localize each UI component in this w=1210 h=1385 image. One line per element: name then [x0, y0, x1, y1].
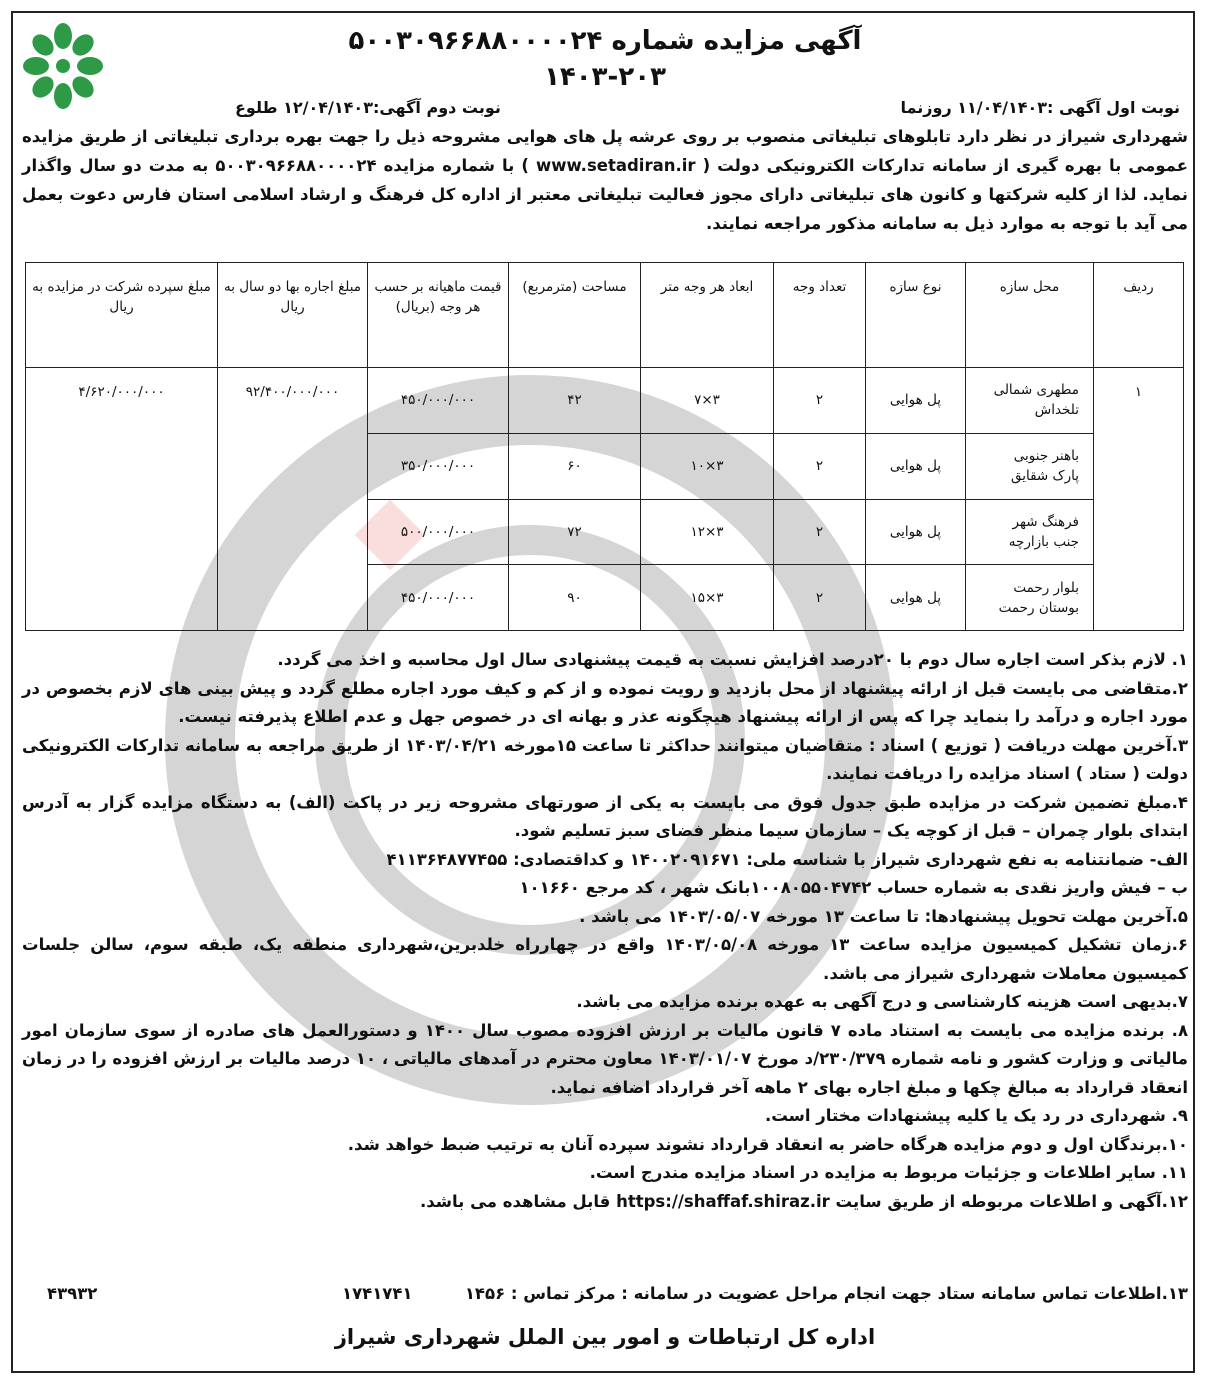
condition-item: ۱. لازم بذکر است اجاره سال دوم با ۲۰درصد افزایش نسبت به قیمت پیشنهادی سال اول محاسبه و اخذ می گردد.	[277, 650, 1188, 669]
type-cell: پل هوایی	[866, 499, 966, 565]
notice-code: ۴۳۹۳۲	[47, 1284, 98, 1303]
condition-item: ب – فیش واریز نقدی به شماره حساب ۱۰۰۸۰۵۵۰۴۷۴۲بانک شهر ، کد مرجع ۱۰۱۶۶۰	[519, 878, 1188, 897]
monthly-price-cell: ۴۵۰/۰۰۰/۰۰۰	[368, 368, 509, 434]
contact-phone: ۱۷۴۱۷۴۱	[342, 1284, 413, 1303]
condition-item: ۲.متقاضی می بایست قبل از ارائه پیشنهاد از محل بازدید و رویت نموده و از کم و کیف مورد اجاره مطلع گردد و پیش بینی های لازم بخصوص در مورد اجاره و درآمد را بنماید چرا که پس از ارائه پیشنهاد هیچگونه عذر و بهانه ای در خصوص جهل و عدم اطلاع پذیرفته نیست.	[22, 678, 1188, 726]
area-cell: ۶۰	[509, 433, 641, 499]
area-cell: ۷۲	[509, 499, 641, 565]
dimensions-cell: ۳×۱۰	[641, 433, 774, 499]
issuer-signature: اداره کل ارتباطات و امور بین الملل شهرداری شیراز	[334, 1325, 876, 1349]
location-line1: مطهری شمالی	[993, 382, 1079, 399]
type-cell: پل هوایی	[866, 565, 966, 631]
location-line2: تلخداش	[1034, 402, 1079, 419]
header-location: محل سازه	[966, 263, 1094, 368]
type-cell: پل هوایی	[866, 368, 966, 434]
billboard-table	[25, 262, 1184, 631]
header-deposit: مبلغ سپرده شرکت در مزایده به ریال	[26, 263, 218, 368]
second-notice-date: نوبت دوم آگهی:۱۲/۰۴/۱۴۰۳ طلوع	[235, 98, 501, 117]
header-dimensions: ابعاد هر وجه متر	[641, 263, 774, 368]
condition-item: ۶.زمان تشکیل کمیسیون مزایده ساعت ۱۳ مورخه ۱۴۰۳/۰۵/۰۸ واقع در چهارراه خلدبرین،شهرداری منطقه یک، طبقه سوم، سالن جلسات کمیسیون معاملات شهرداری شیراز می باشد.	[22, 935, 1188, 983]
first-notice-date: نوبت اول آگهی :۱۱/۰۴/۱۴۰۳ روزنما	[900, 98, 1180, 117]
header-rent-two-years: مبلغ اجاره بها دو سال به ریال	[218, 263, 368, 368]
table-row	[26, 368, 1184, 434]
contact-info: ۱۳.اطلاعات تماس سامانه ستاد جهت انجام مراحل عضویت در سامانه : مرکز تماس : ۱۴۵۶	[464, 1284, 1188, 1303]
faces-cell: ۲	[774, 499, 866, 565]
condition-item: ۱۰.برندگان اول و دوم مزایده هرگاه حاضر به انعقاد قرارداد نشوند سپرده آنان به ترتیب ضبط خواهد شد.	[347, 1134, 1188, 1154]
header-row-number: ردیف	[1094, 263, 1184, 368]
dimensions-cell: ۳×۷	[641, 368, 774, 434]
auction-title: آگهی مزایده شماره ۵۰۰۳۰۹۶۶۸۸۰۰۰۰۲۴	[348, 26, 862, 56]
dimensions-cell: ۳×۱۲	[641, 499, 774, 565]
monthly-price-cell: ۴۵۰/۰۰۰/۰۰۰	[368, 565, 509, 631]
type-cell: پل هوایی	[866, 433, 966, 499]
condition-item: الف- ضمانتنامه به نفع شهرداری شیراز با شناسه ملی: ۱۴۰۰۲۰۹۱۶۷۱ و کداقتصادی: ۴۱۱۳۶۴۸۷۷۴۵۵	[386, 849, 1188, 869]
location-line2: بوستان رحمت	[998, 599, 1079, 616]
notice-dates	[30, 98, 1180, 120]
contact-row	[22, 1284, 1188, 1312]
area-cell: ۹۰	[509, 565, 641, 631]
deposit-cell: ۴/۶۲۰/۰۰۰/۰۰۰	[26, 368, 218, 631]
condition-item: ۵.آخرین مهلت تحویل پیشنهادها: تا ساعت ۱۳ مورخه ۱۴۰۳/۰۵/۰۷ می باشد .	[579, 906, 1188, 926]
table-header-row	[26, 263, 1184, 368]
area-cell: ۴۲	[509, 368, 641, 434]
condition-item: ۴.مبلغ تضمین شرکت در مزایده طبق جدول فوق می بایست به یکی از صورتهای مشروحه زیر در پاکت (الف) به دستگاه مزایده گزار به آدرس ابتدای بلوار چمران – قبل از کوچه یک – سازمان سیما منظر فضای سبز تسلیم شود.	[22, 792, 1188, 840]
monthly-price-cell: ۳۵۰/۰۰۰/۰۰۰	[368, 433, 509, 499]
monthly-price-cell: ۵۰۰/۰۰۰/۰۰۰	[368, 499, 509, 565]
condition-item: ۳.آخرین مهلت دریافت ( توزیع ) اسناد : متقاضیان میتوانند حداکثر تا ساعت ۱۵مورخه ۱۴۰۳/۰۴/۲۱ از طریق مراجعه به سامانه تدارکات الکترونیکی دولت ( ستاد ) اسناد مزایده را دریافت نمایند.	[22, 735, 1189, 783]
conditions-list	[22, 646, 1188, 1216]
location-line2: پارک شقایق	[1010, 468, 1079, 485]
header-faces: تعداد وجه	[774, 263, 866, 368]
faces-cell: ۲	[774, 433, 866, 499]
header-type: نوع سازه	[866, 263, 966, 368]
dimensions-cell: ۳×۱۵	[641, 565, 774, 631]
auction-code: ۱۴۰۳-۲۰۳	[544, 62, 666, 92]
location-line1: بلوار رحمت	[1013, 579, 1079, 596]
condition-item: ۹. شهرداری در رد یک یا کلیه پیشنهادات مختار است.	[764, 1106, 1188, 1125]
faces-cell: ۲	[774, 368, 866, 434]
location-cell	[966, 368, 1094, 434]
header-monthly-price: قیمت ماهیانه بر حسب هر وجه (بریال)	[368, 263, 509, 368]
location-line1: باهنر جنوبی	[1013, 448, 1079, 465]
condition-item: ۸. برنده مزایده می بایست به استناد ماده ۷ قانون مالیات بر ارزش افزوده مصوب سال ۱۴۰۰ و دستورالعمل های صادره از سوی سازمان امور مالیاتی و وزارت کشور و نامه شماره ۲۳۰/۳۷۹/د مورخ ۱۴۰۳/۰۱/۰۷ معاون محترم در آمدهای مالیاتی ، ۱۰ درصد مالیات بر ارزش افزوده را در زمان انعقاد قرارداد به مبالغ چکها و مبلغ اجاره بهای ۲ ماهه آخر قرارداد اضافه نماید.	[22, 1020, 1189, 1097]
location-line2: جنب بازارچه	[1008, 533, 1079, 550]
header-area: مساحت (مترمربع)	[509, 263, 641, 368]
condition-item: ۱۱. سایر اطلاعات و جزئیات مربوط به مزایده در اسناد مزایده مندرج است.	[589, 1163, 1188, 1182]
intro-paragraph: شهرداری شیراز در نظر دارد تابلوهای تبلیغاتی منصوب بر روی عرشه پل های هوایی مشروحه ذیل را جهت بهره برداری تبلیغاتی از طریق مزایده عمومی با بهره گیری از سامانه تدارکات الکترونیکی دولت ( www.setadiran.ir ) با شماره مزایده ۵۰۰۳۰۹۶۶۸۸۰۰۰۰۲۴ به مدت دو سال واگذار نماید. لذا از کلیه شرکتها و کانون های تبلیغاتی دارای مجوز فعالیت تبلیغاتی معتبر از اداره کل فرهنگ و ارشاد اسلامی استان فارس دعوت بعمل می آید با توجه به موارد ذیل به سامانه مذکور مراجعه نمایند.	[22, 127, 1189, 233]
condition-item: ۷.بدیهی است هزینه کارشناسی و درج آگهی به عهده برنده مزایده می باشد.	[576, 992, 1188, 1011]
location-cell	[966, 433, 1094, 499]
row-number: ۱	[1094, 368, 1184, 631]
location-cell	[966, 565, 1094, 631]
condition-item: ۱۲.آگهی و اطلاعات مربوطه از طریق سایت https://shaffaf.shiraz.ir قابل مشاهده می باشد.	[419, 1191, 1188, 1211]
faces-cell: ۲	[774, 565, 866, 631]
location-cell	[966, 499, 1094, 565]
rent-two-years-cell: ۹۲/۴۰۰/۰۰۰/۰۰۰	[218, 368, 368, 631]
location-line1: فرهنگ شهر	[1012, 513, 1079, 530]
